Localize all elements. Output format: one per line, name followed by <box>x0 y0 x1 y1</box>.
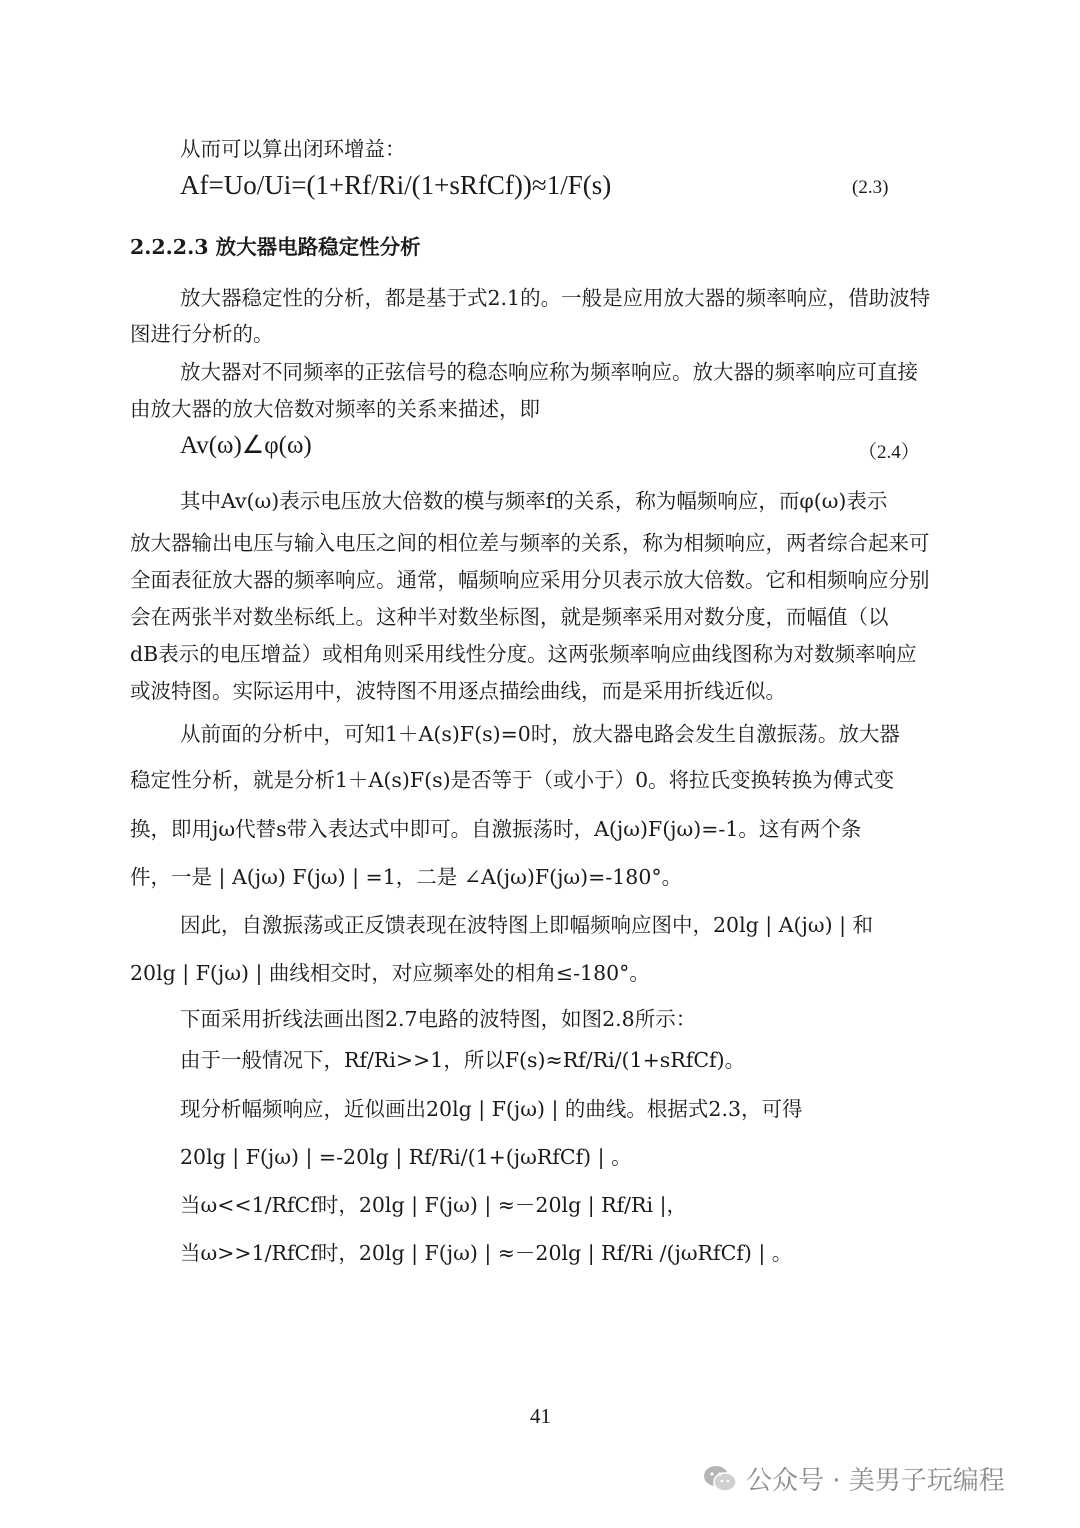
body-line: 会在两张半对数坐标纸上。这种半对数坐标图，就是频率采用对数分度，而幅值（以 <box>130 605 889 629</box>
body-line: 全面表征放大器的频率响应。通常，幅频响应采用分贝表示放大倍数。它和相频响应分别 <box>130 568 930 592</box>
body-line: 图进行分析的。 <box>130 322 274 346</box>
body-line: 由放大器的放大倍数对频率的关系来描述，即 <box>130 397 540 421</box>
body-line: 或波特图。实际运用中，波特图不用逐点描绘曲线，而是采用折线近似。 <box>130 679 786 703</box>
body-line: 其中Av(ω)表示电压放大倍数的模与频率f的关系，称为幅频响应，而φ(ω)表示 <box>180 489 888 513</box>
equation-2-3: Af=Uo/Ui=(1+Rf/Ri/(1+sRfCf))≈1/F(s) <box>180 170 612 200</box>
body-line: 20lg | F(jω) | =-20lg | Rf/Ri/(1+(jωRfCf) | 。 <box>180 1145 632 1169</box>
body-line: 换，即用jω代替s带入表达式中即可。自激振荡时，A(jω)F(jω)=-1。这有两个条 <box>130 817 862 841</box>
body-line: 当ω<<1/RfCf时，20lg | F(jω) | ≈－20lg | Rf/Ri |， <box>180 1193 687 1217</box>
body-line: 放大器稳定性的分析，都是基于式2.1的。一般是应用放大器的频率响应，借助波特 <box>180 286 931 310</box>
body-line: 因此，自激振荡或正反馈表现在波特图上即幅频响应图中，20lg | A(jω) | 和 <box>180 913 874 937</box>
body-line: 下面采用折线法画出图2.7电路的波特图，如图2.8所示： <box>180 1007 697 1031</box>
equation-2-4: Av(ω)∠φ(ω) <box>180 432 312 459</box>
wechat-icon <box>702 1464 738 1494</box>
body-line: 件，一是 | A(jω) F(jω) | =1，二是 ∠A(jω)F(jω)=-180°。 <box>130 865 683 889</box>
watermark <box>702 1460 1005 1497</box>
equation-2-4-number: （2.4） <box>858 442 920 463</box>
body-line: 现分析幅频响应，近似画出20lg | F(jω) | 的曲线。根据式2.3，可得 <box>180 1097 803 1121</box>
body-line: 放大器对不同频率的正弦信号的稳态响应称为频率响应。放大器的频率响应可直接 <box>180 360 918 384</box>
body-line: 20lg | F(jω) | 曲线相交时，对应频率处的相角≤-180°。 <box>130 961 650 985</box>
section-heading: 2.2.2.3 放大器电路稳定性分析 <box>130 235 421 259</box>
intro-line: 从而可以算出闭环增益： <box>180 137 406 161</box>
equation-2-3-number: (2.3) <box>852 177 889 198</box>
body-line: 稳定性分析，就是分析1＋A(s)F(s)是否等于（或小于）0。将拉氏变换转换为傅式变 <box>130 768 895 792</box>
body-line: dB表示的电压增益）或相角则采用线性分度。这两张频率响应曲线图称为对数频率响应 <box>130 642 917 666</box>
page-number: 41 <box>530 1404 551 1428</box>
body-line: 由于一般情况下，Rf/Ri>>1，所以F(s)≈Rf/Ri/(1+sRfCf)。 <box>180 1048 746 1072</box>
watermark-text: 公众号 · 美男子玩编程 <box>746 1466 1005 1496</box>
body-line: 当ω>>1/RfCf时，20lg | F(jω) | ≈－20lg | Rf/Ri /(jωRfCf) | 。 <box>180 1241 793 1265</box>
body-line: 放大器输出电压与输入电压之间的相位差与频率的关系，称为相频响应，两者综合起来可 <box>130 531 930 555</box>
body-line: 从前面的分析中，可知1＋A(s)F(s)=0时，放大器电路会发生自激振荡。放大器 <box>180 722 900 746</box>
